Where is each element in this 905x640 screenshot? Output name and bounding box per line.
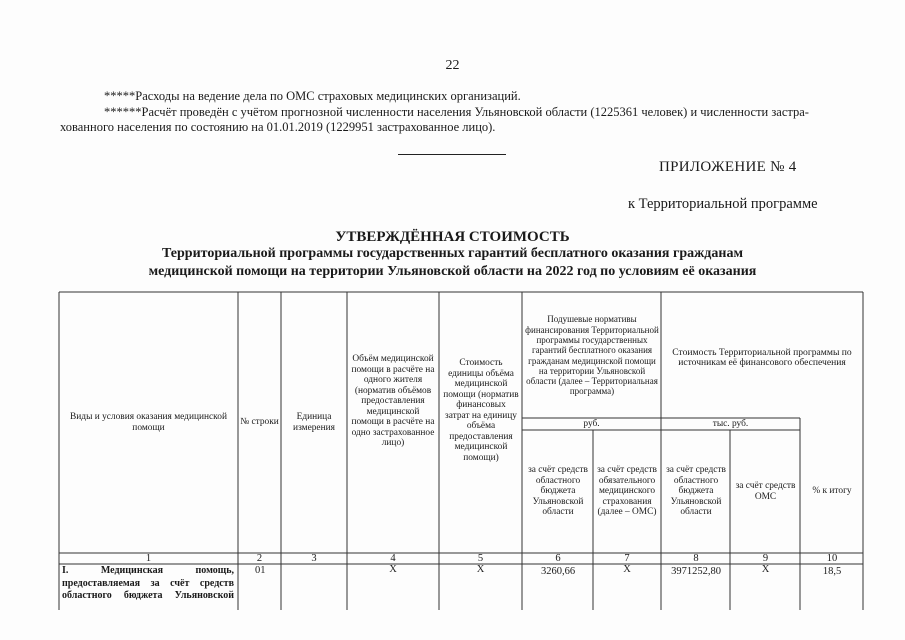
table-row-1-volume: X bbox=[389, 564, 397, 575]
page-number: 22 bbox=[445, 58, 460, 73]
header-col-8: за счёт средств областного бюджета Ульяновской области bbox=[666, 465, 726, 518]
column-number-6: 6 bbox=[555, 553, 561, 564]
document-subtitle-line-2: медицинской помощи на территории Ульяновской области на 2022 год по условиям её оказания bbox=[148, 264, 757, 279]
table-row-1-per-capita-oms: X bbox=[623, 564, 631, 575]
column-number-5: 5 bbox=[477, 553, 484, 564]
footnote-line-3: хованного населения по состоянию на 01.01.2019 (1229951 застрахованное лицо). bbox=[60, 120, 496, 134]
document-subtitle-line-1: Территориальной программы государственных гарантий бесплатного оказания гражданам bbox=[162, 246, 743, 261]
column-number-2: 2 bbox=[256, 553, 263, 564]
header-col-9: за счёт средств ОМС bbox=[735, 481, 796, 502]
header-col-6: за счёт средств областного бюджета Ульяновской области bbox=[528, 465, 588, 518]
column-number-9: 9 bbox=[762, 553, 769, 564]
column-number-8: 8 bbox=[693, 553, 699, 564]
header-col-7: за счёт средств обязательного медицинского страхования (далее – ОМС) bbox=[597, 465, 657, 518]
table-row-1-cost: X bbox=[476, 564, 485, 575]
header-group-total-cost: Стоимость Территориальной программы по источникам её финансового обеспечения bbox=[672, 346, 852, 368]
appendix-label: ПРИЛОЖЕНИЕ № 4 bbox=[659, 159, 797, 175]
table-row-1-total-budget: 3971252,80 bbox=[671, 566, 721, 577]
column-number-3: 3 bbox=[311, 553, 317, 564]
table-row-1-line-number: 01 bbox=[255, 565, 266, 576]
table-row-1-per-capita-budget: 3260,66 bbox=[540, 566, 576, 577]
header-col-5: Стоимость единицы объёма медицинской помощи (норматив финансовых затрат на единицу объёма предоставления медицинской помощи) bbox=[443, 358, 519, 463]
table-row-1-total-oms: X bbox=[761, 564, 770, 575]
appendix-subtitle: к Территориальной программе bbox=[628, 196, 818, 212]
header-col-10: % к итогу bbox=[812, 486, 852, 497]
header-col-2: № строки bbox=[240, 417, 279, 428]
header-group-per-capita: Подушевые нормативы финансирования Территориальной программы государственных гарантий бесплатного оказания гражданам медицинской помощи на территории Ульяновской области (далее – Территориальная программа) bbox=[525, 314, 659, 397]
column-number-1: 1 bbox=[145, 553, 152, 564]
header-col-3: Единица измерения bbox=[293, 412, 335, 433]
column-number-4: 4 bbox=[390, 553, 396, 564]
column-number-10: 10 bbox=[826, 553, 838, 564]
header-group-total-cost-unit: тыс. руб. bbox=[712, 418, 749, 429]
header-col-1: Виды и условия оказания медицинской помощи bbox=[70, 412, 227, 433]
column-number-7: 7 bbox=[624, 553, 630, 564]
header-group-per-capita-unit: руб. bbox=[583, 418, 600, 429]
table-row-1-name: I. Медицинская помощь, предоставляемая за счёт средств областного бюджета Ульяновской bbox=[62, 565, 234, 601]
table-row-1-percent: 18,5 bbox=[822, 566, 842, 577]
header-col-4: Объём медицинской помощи в расчёте на одного жителя (норматив объёмов предоставления медицинской помощи в расчёте на одно застрахованное лицо) bbox=[351, 354, 435, 448]
footnote-line-1: *****Расходы на ведение дела по ОМС страховых медицинских организаций. bbox=[104, 89, 521, 103]
footnote-line-2: ******Расчёт проведён с учётом прогнозной численности населения Ульяновской области (1225361 человек) и численности застра- bbox=[104, 105, 809, 119]
document-title: УТВЕРЖДЁННАЯ СТОИМОСТЬ bbox=[335, 229, 570, 245]
